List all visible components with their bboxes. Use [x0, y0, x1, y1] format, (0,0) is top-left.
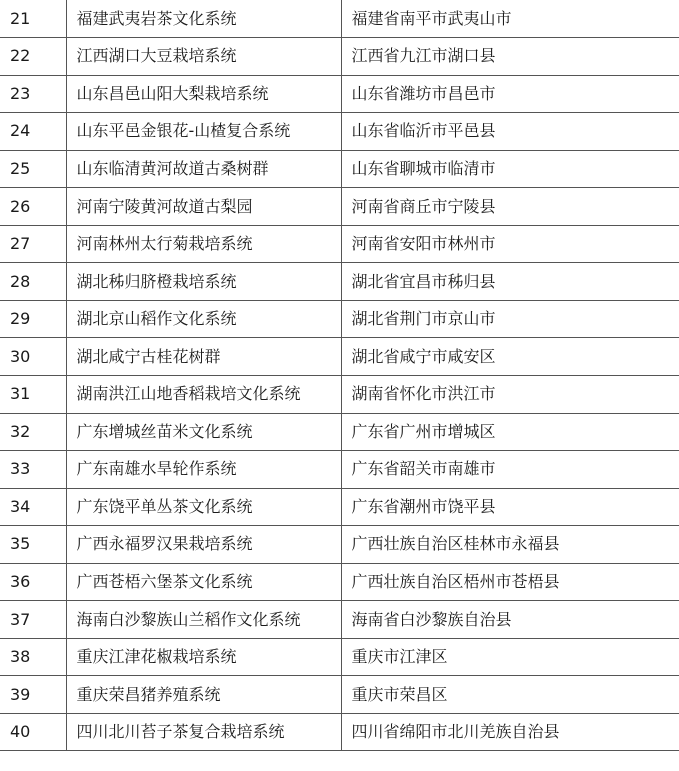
location-cell: 广东省韶关市南雄市	[341, 451, 679, 489]
table-row	[0, 638, 679, 676]
system-name-cell: 河南宁陵黄河故道古梨园	[66, 188, 341, 226]
system-name-cell: 湖北京山稻作文化系统	[66, 300, 341, 338]
row-number-cell: 35	[0, 526, 66, 564]
table-row	[0, 338, 679, 376]
system-name-cell: 河南林州太行菊栽培系统	[66, 225, 341, 263]
table-row	[0, 150, 679, 188]
row-number-cell: 27	[0, 225, 66, 263]
location-cell: 广东省广州市增城区	[341, 413, 679, 451]
row-number-cell: 22	[0, 38, 66, 76]
table-row	[0, 188, 679, 226]
location-cell: 河南省安阳市林州市	[341, 225, 679, 263]
row-number-cell: 37	[0, 601, 66, 639]
location-cell: 广西壮族自治区桂林市永福县	[341, 526, 679, 564]
row-number-cell: 33	[0, 451, 66, 489]
row-number-cell: 36	[0, 563, 66, 601]
location-cell: 湖南省怀化市洪江市	[341, 375, 679, 413]
location-cell: 山东省潍坊市昌邑市	[341, 75, 679, 113]
table-row	[0, 601, 679, 639]
location-cell: 重庆市江津区	[341, 638, 679, 676]
system-name-cell: 重庆荣昌猪养殖系统	[66, 676, 341, 714]
location-cell: 湖北省宜昌市秭归县	[341, 263, 679, 301]
row-number-cell: 26	[0, 188, 66, 226]
system-name-cell: 广西苍梧六堡茶文化系统	[66, 563, 341, 601]
row-number-cell: 30	[0, 338, 66, 376]
table-row	[0, 451, 679, 489]
table-row	[0, 375, 679, 413]
system-name-cell: 四川北川苔子茶复合栽培系统	[66, 713, 341, 751]
location-cell: 湖北省荆门市京山市	[341, 300, 679, 338]
table-row	[0, 526, 679, 564]
row-number-cell: 24	[0, 113, 66, 151]
table-row	[0, 676, 679, 714]
system-name-cell: 广东增城丝苗米文化系统	[66, 413, 341, 451]
location-cell: 广东省潮州市饶平县	[341, 488, 679, 526]
row-number-cell: 39	[0, 676, 66, 714]
location-cell: 四川省绵阳市北川羌族自治县	[341, 713, 679, 751]
system-name-cell: 湖北秭归脐橙栽培系统	[66, 263, 341, 301]
system-name-cell: 广西永福罗汉果栽培系统	[66, 526, 341, 564]
row-number-cell: 23	[0, 75, 66, 113]
row-number-cell: 29	[0, 300, 66, 338]
row-number-cell: 25	[0, 150, 66, 188]
system-name-cell: 山东临清黄河故道古桑树群	[66, 150, 341, 188]
table-row	[0, 113, 679, 151]
table-row	[0, 38, 679, 76]
row-number-cell: 31	[0, 375, 66, 413]
system-name-cell: 重庆江津花椒栽培系统	[66, 638, 341, 676]
table-row	[0, 488, 679, 526]
row-number-cell: 38	[0, 638, 66, 676]
table-row	[0, 563, 679, 601]
system-name-cell: 江西湖口大豆栽培系统	[66, 38, 341, 76]
location-cell: 海南省白沙黎族自治县	[341, 601, 679, 639]
system-name-cell: 广东饶平单丛茶文化系统	[66, 488, 341, 526]
table-row	[0, 263, 679, 301]
system-name-cell: 山东平邑金银花-山楂复合系统	[66, 113, 341, 151]
row-number-cell: 34	[0, 488, 66, 526]
table-row	[0, 413, 679, 451]
location-cell: 山东省聊城市临清市	[341, 150, 679, 188]
table-row	[0, 0, 679, 38]
table-row	[0, 225, 679, 263]
location-cell: 广西壮族自治区梧州市苍梧县	[341, 563, 679, 601]
system-name-cell: 海南白沙黎族山兰稻作文化系统	[66, 601, 341, 639]
table-row	[0, 713, 679, 751]
table-row	[0, 75, 679, 113]
row-number-cell: 32	[0, 413, 66, 451]
location-cell: 河南省商丘市宁陵县	[341, 188, 679, 226]
row-number-cell: 40	[0, 713, 66, 751]
system-name-cell: 山东昌邑山阳大梨栽培系统	[66, 75, 341, 113]
location-cell: 山东省临沂市平邑县	[341, 113, 679, 151]
location-cell: 江西省九江市湖口县	[341, 38, 679, 76]
system-name-cell: 广东南雄水旱轮作系统	[66, 451, 341, 489]
row-number-cell: 28	[0, 263, 66, 301]
row-number-cell: 21	[0, 0, 66, 38]
system-name-cell: 福建武夷岩茶文化系统	[66, 0, 341, 38]
table-row	[0, 300, 679, 338]
location-cell: 福建省南平市武夷山市	[341, 0, 679, 38]
location-cell: 重庆市荣昌区	[341, 676, 679, 714]
location-cell: 湖北省咸宁市咸安区	[341, 338, 679, 376]
system-name-cell: 湖南洪江山地香稻栽培文化系统	[66, 375, 341, 413]
system-name-cell: 湖北咸宁古桂花树群	[66, 338, 341, 376]
